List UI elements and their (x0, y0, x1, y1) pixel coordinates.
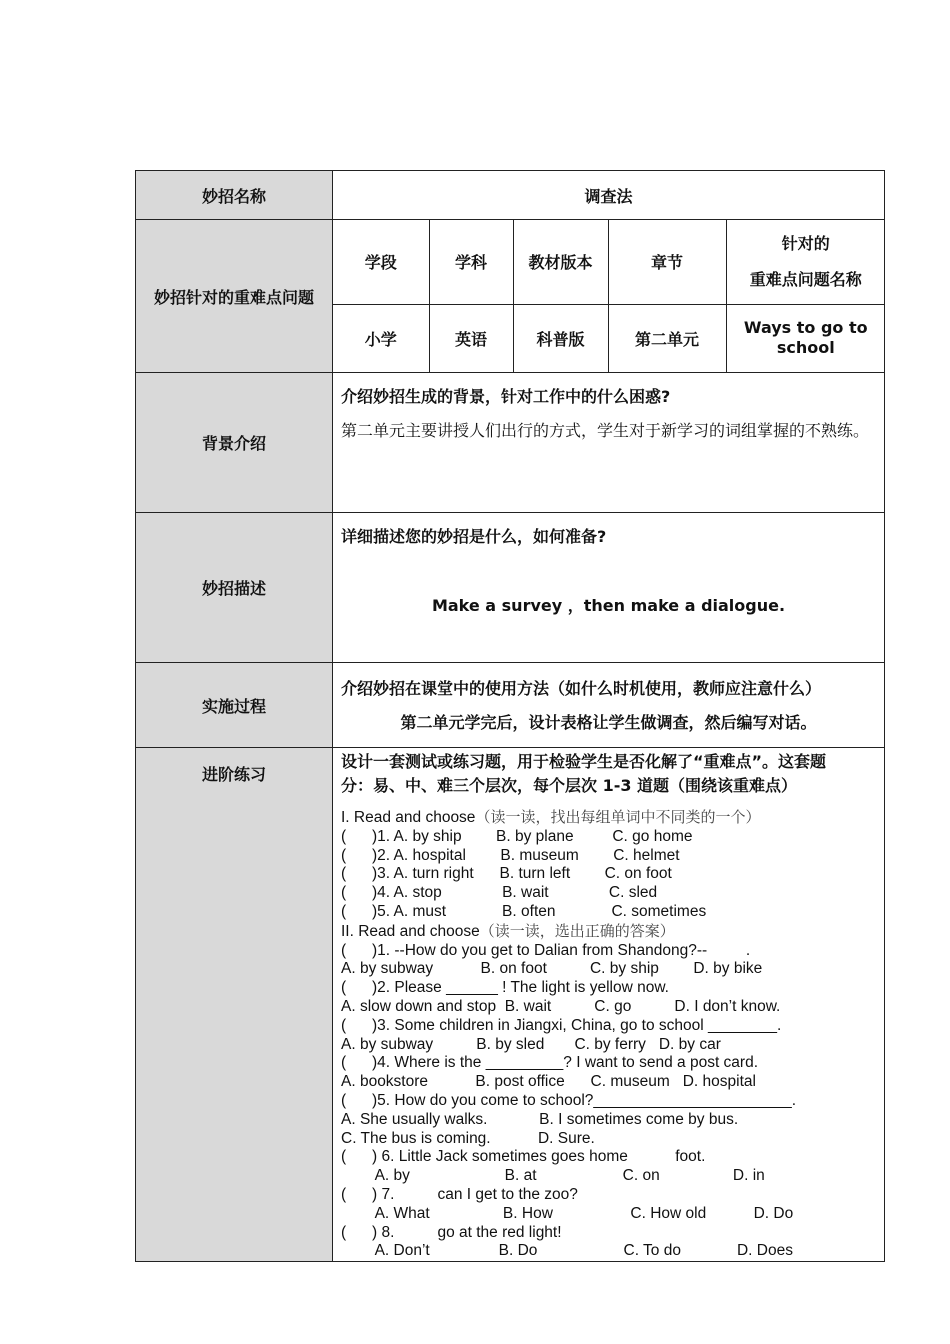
skill-name-label: 妙招名称 (136, 171, 333, 220)
question-line: ( )1. --How do you get to Dalian from Shandong?-- . (341, 941, 751, 959)
background-content: 第二单元主要讲授人们出行的方式，学生对于新学习的词组掌握的不熟练。 (341, 421, 870, 440)
col-chapter-header: 章节 (608, 220, 726, 304)
question-line: ( )4. Where is the _________? I want to send a post card. (341, 1054, 759, 1072)
process-row (136, 663, 885, 748)
key-problem-grid (333, 220, 885, 372)
section1-questions (341, 828, 876, 922)
question-line: ( ) 6. Little Jack sometimes goes home foot. (341, 1148, 706, 1166)
col-subject-header: 学科 (429, 220, 513, 304)
practice-row (136, 748, 885, 1262)
practice-label: 进阶练习 (136, 748, 333, 1262)
description-content: Make a survey ，then make a dialogue. (431, 596, 786, 615)
question-line: ( )5. A. must B. often C. sometimes (341, 902, 707, 920)
subject-value: 英语 (429, 304, 513, 372)
option-line: A. What B. How C. How old D. Do (341, 1204, 794, 1222)
stage-value: 小学 (333, 304, 429, 372)
question-line: ( )4. A. stop B. wait C. sled (341, 884, 658, 902)
col-problem-header-line1: 针对的 (781, 233, 830, 253)
background-prompt: 介绍妙招生成的背景，针对工作中的什么困惑? (341, 387, 671, 406)
problem-value-line2: school (776, 338, 835, 358)
section2-title: II. Read and choose（读一读，选出正确的答案） (341, 921, 675, 940)
background-row (136, 373, 885, 513)
process-label: 实施过程 (136, 663, 333, 748)
process-content: 第二单元学完后，设计表格让学生做调查，然后编写对话。 (400, 713, 817, 732)
description-row (136, 513, 885, 663)
option-line: A. bookstore B. post office C. museum D. hospital (341, 1073, 756, 1091)
problem-value-line1: Ways to go to (743, 318, 868, 338)
question-line: ( )3. A. turn right B. turn left C. on foot (341, 865, 672, 883)
option-line: A. Don’t B. Do C. To do D. Does (341, 1242, 793, 1260)
col-problem-header-line2: 重难点问题名称 (749, 269, 862, 289)
description-label: 妙招描述 (136, 513, 333, 663)
question-line: ( )1. A. by ship B. by plane C. go home (341, 827, 693, 845)
option-line: C. The bus is coming. D. Sure. (341, 1129, 595, 1147)
practice-prompt-line2: 分：易、中、难三个层次，每个层次 1-3 道题（围绕该重难点） (341, 776, 798, 795)
col-problem-header (726, 220, 885, 304)
skill-form-table (135, 170, 885, 1262)
option-line: A. by subway B. by sled C. by ferry D. by car (341, 1035, 721, 1053)
question-line: ( )2. Please ______ ! The light is yellow now. (341, 979, 669, 997)
edition-value: 科普版 (513, 304, 608, 372)
key-problem-row (136, 220, 885, 373)
option-line: A. by B. at C. on D. in (341, 1167, 765, 1185)
option-line: A. slow down and stop B. wait C. go D. I don’t know. (341, 997, 781, 1015)
col-stage-header: 学段 (333, 220, 429, 304)
key-problem-label: 妙招针对的重难点问题 (136, 220, 333, 373)
skill-name-value: 调查法 (333, 171, 885, 220)
problem-value (726, 304, 885, 372)
background-label: 背景介绍 (136, 373, 333, 513)
question-line: ( )2. A. hospital B. museum C. helmet (341, 846, 680, 864)
chapter-value: 第二单元 (608, 304, 726, 372)
skill-name-row (136, 171, 885, 220)
question-line: ( )5. How do you come to school?_______________________. (341, 1091, 796, 1109)
section2-questions (341, 942, 876, 1262)
section1-title: I. Read and choose（读一读，找出每组单词中不同类的一个） (341, 808, 761, 826)
option-line: A. She usually walks. B. I sometimes come by bus. (341, 1110, 739, 1128)
question-line: ( )3. Some children in Jiangxi, China, go to school ________. (341, 1016, 782, 1034)
description-prompt: 详细描述您的妙招是什么，如何准备? (341, 527, 607, 546)
practice-prompt-line1: 设计一套测试或练习题，用于检验学生是否化解了“重难点”。这套题 (341, 752, 827, 771)
question-line: ( ) 7. can I get to the zoo? (341, 1185, 578, 1203)
col-edition-header: 教材版本 (513, 220, 608, 304)
process-prompt: 介绍妙招在课堂中的使用方法（如什么时机使用，教师应注意什么） (341, 679, 822, 698)
question-line: ( ) 8. go at the red light! (341, 1223, 562, 1241)
option-line: A. by subway B. on foot C. by ship D. by bike (341, 960, 763, 978)
